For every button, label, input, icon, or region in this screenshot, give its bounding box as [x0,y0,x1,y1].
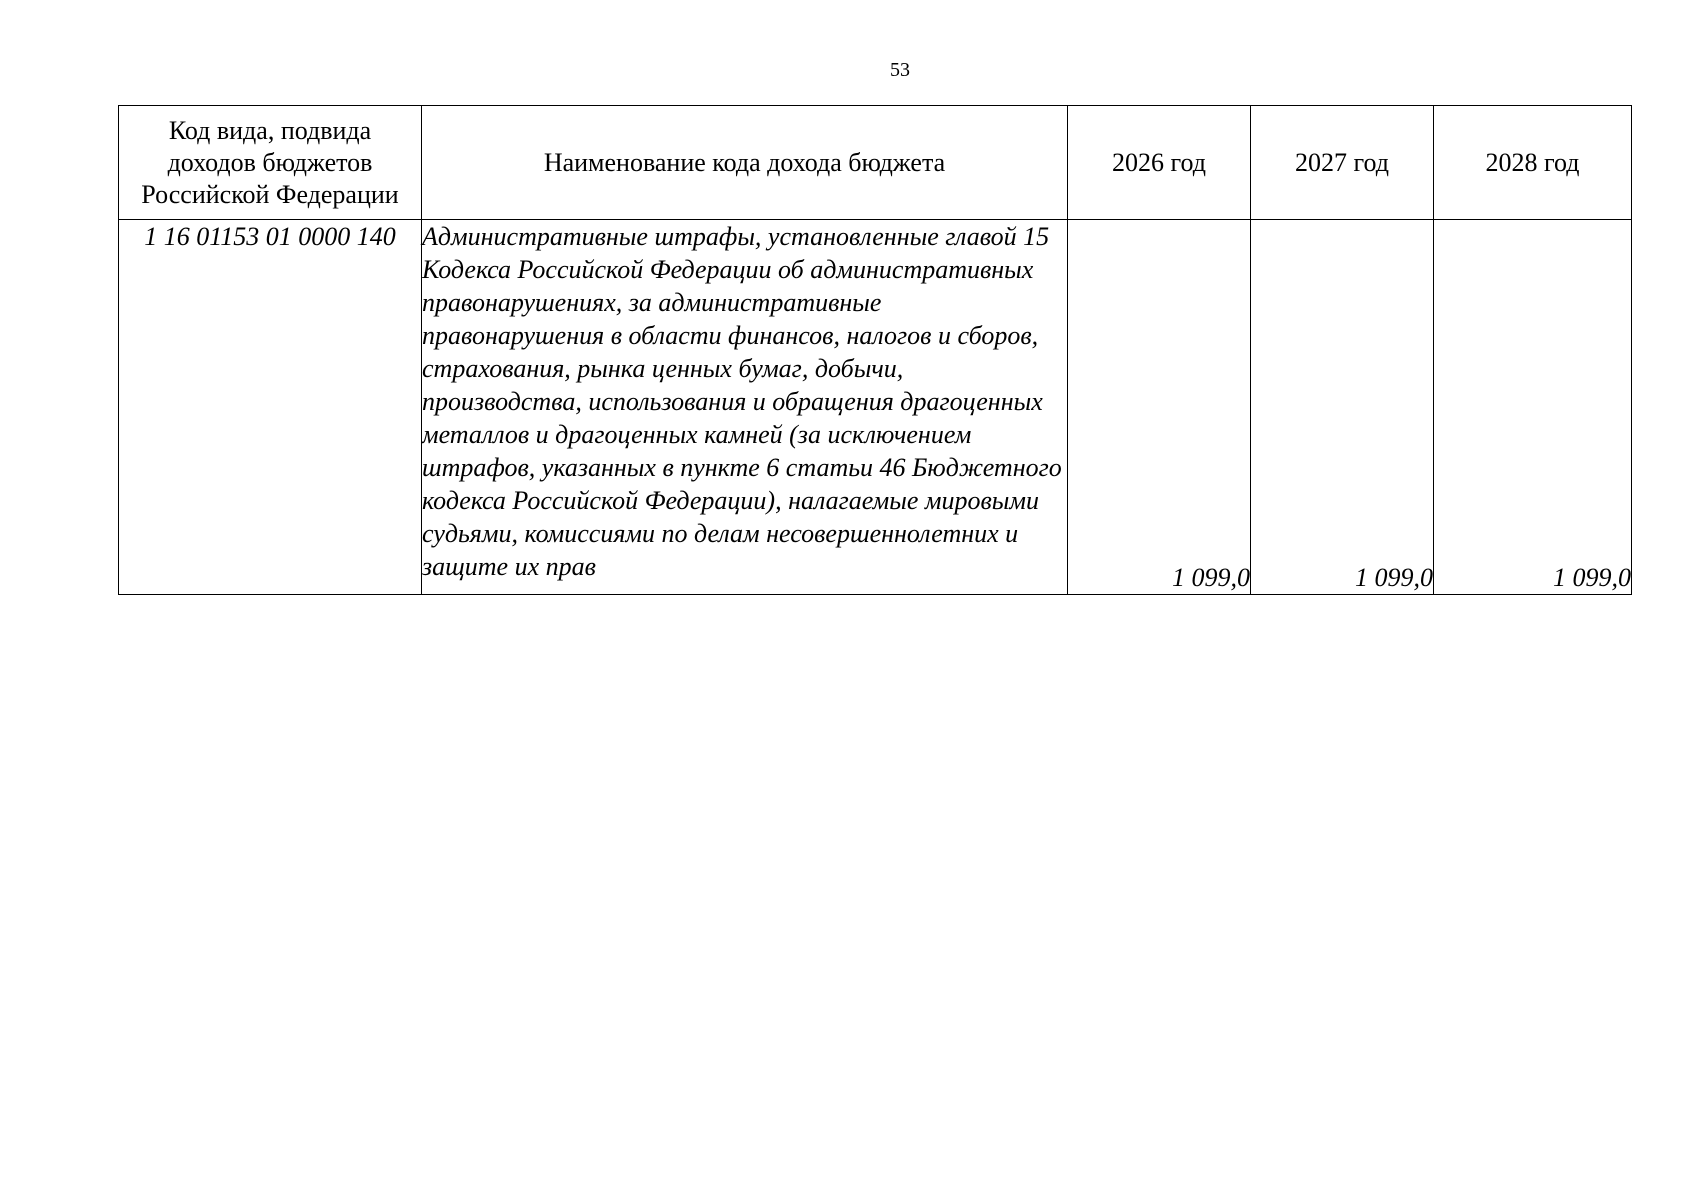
page-number: 53 [890,59,910,81]
header-year-2026: 2026 год [1068,106,1251,220]
table-header-row [119,106,1632,220]
revenue-code-cell: 1 16 01153 01 0000 140 [119,220,422,595]
header-year-2028: 2028 год [1434,106,1632,220]
revenue-name-cell: Административные штрафы, установленные главой 15 Кодекса Российской Федерации об административных правонарушениях, за административные правонарушения в области финансов, налогов и сборов, страхования, рынка ценных бумаг, добычи, производства, использования и обращения драгоценных металлов и драгоценных камней (за исключением штрафов, указанных в пункте 6 статьи 46 Бюджетного кодекса Российской Федерации), налагаемые мировыми судьями, комиссиями по делам несовершеннолетних и защите их прав [422,220,1068,595]
table-row [119,220,1632,595]
amount-2027-cell: 1 099,0 [1251,220,1434,595]
header-name: Наименование кода дохода бюджета [422,106,1068,220]
amount-2026-cell: 1 099,0 [1068,220,1251,595]
header-year-2027: 2027 год [1251,106,1434,220]
amount-2028-cell: 1 099,0 [1434,220,1632,595]
header-code: Код вида, подвида доходов бюджетов Российской Федерации [119,106,422,220]
revenue-table [118,105,1632,595]
